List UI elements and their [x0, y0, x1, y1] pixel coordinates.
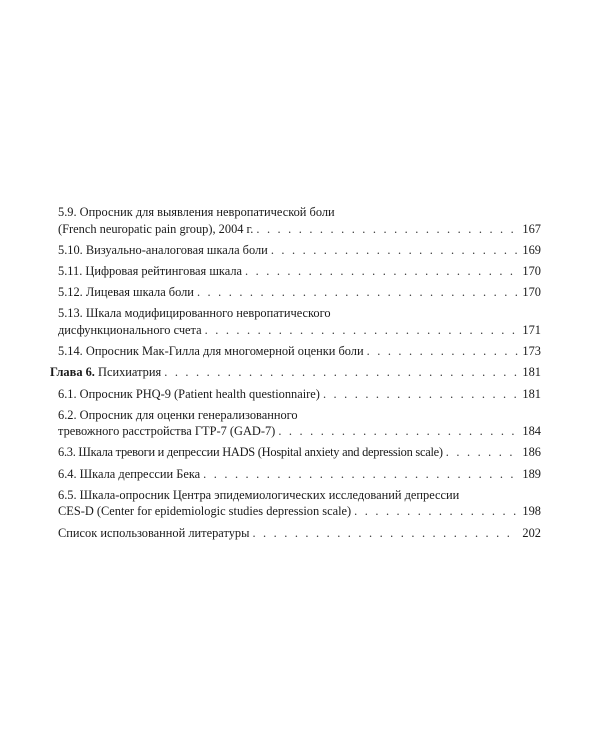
toc-entry-text: 6.5. Шкала-опросник Центра эпидемиологических исследований депрессии	[58, 487, 460, 502]
toc-entry-5-13[interactable]	[50, 305, 541, 338]
page-number: 186	[522, 445, 541, 460]
toc-entry-text: 6.1. Опросник PHQ-9 (Patient health questionnaire)	[58, 386, 320, 401]
dot-leader	[323, 386, 518, 403]
dot-leader	[278, 423, 518, 440]
page-number: 173	[522, 344, 541, 359]
toc-entry-text: тревожного расстройства ГТР-7 (GAD-7)	[58, 424, 276, 439]
page-number: 198	[522, 504, 541, 519]
toc-entry-text: 5.14. Опросник Мак-Гилла для многомерной оценки боли	[58, 344, 364, 359]
dot-leader	[252, 525, 518, 542]
toc-entry-text: 6.3. Шкала тревоги и депрессии HADS (Hospital anxiety and depression scale)	[58, 445, 443, 460]
toc-entry-text: 6.4. Шкала депрессии Бека	[58, 466, 201, 481]
dot-leader	[203, 466, 518, 483]
toc-entry-text: 5.9. Опросник для выявления невропатической боли	[58, 205, 335, 219]
toc-entry-5-10[interactable]	[50, 242, 541, 259]
toc-entry-text: 5.12. Лицевая шкала боли	[58, 285, 194, 300]
page-number: 167	[522, 221, 541, 236]
page-number: 181	[522, 386, 541, 401]
toc-entry-text: 5.11. Цифровая рейтинговая шкала	[58, 263, 243, 278]
dot-leader	[164, 364, 518, 381]
page-number: 189	[522, 466, 541, 481]
toc-entry-5-12[interactable]	[50, 284, 541, 301]
page-number: 170	[522, 263, 541, 278]
dot-leader	[256, 221, 518, 238]
page-number: 169	[522, 242, 541, 257]
dot-leader	[367, 343, 518, 360]
toc-entry-6-5[interactable]	[50, 487, 541, 520]
toc-entry-references[interactable]	[50, 525, 541, 542]
page-number: 181	[522, 365, 541, 380]
toc-entry-6-2[interactable]	[50, 407, 541, 440]
chapter-title: Психиатрия	[98, 365, 162, 380]
chapter-label: Глава 6.	[50, 365, 95, 380]
toc-entry-text: 5.10. Визуально-аналоговая шкала боли	[58, 242, 268, 257]
dot-leader	[271, 242, 518, 259]
toc-entry-5-9[interactable]	[50, 204, 541, 237]
page-number: 202	[522, 525, 541, 540]
dot-leader	[354, 503, 518, 520]
toc-entry-text: дисфункционального счета	[58, 322, 202, 337]
toc-entry-5-11[interactable]	[50, 263, 541, 280]
toc-entry-6-3[interactable]	[50, 444, 541, 461]
table-of-contents	[50, 204, 541, 546]
toc-entry-6-4[interactable]	[50, 466, 541, 483]
toc-entry-5-14[interactable]	[50, 343, 541, 360]
toc-entry-6-1[interactable]	[50, 386, 541, 403]
toc-entry-text: Список использованной литературы	[58, 525, 250, 540]
toc-entry-text: (French neuropatic pain group), 2004 г.	[58, 221, 254, 236]
page-number: 184	[522, 424, 541, 439]
dot-leader	[245, 263, 518, 280]
toc-entry-text: 6.2. Опросник для оценки генерализованного	[58, 407, 298, 422]
page-number: 171	[522, 322, 541, 337]
toc-entry-text: CES-D (Center for epidemiologic studies depression scale)	[58, 504, 352, 519]
dot-leader	[205, 322, 518, 339]
dot-leader	[446, 444, 518, 461]
toc-chapter-6[interactable]	[50, 364, 541, 381]
page-number: 170	[522, 285, 541, 300]
toc-entry-text: 5.13. Шкала модифицированного невропатического	[58, 306, 331, 321]
dot-leader	[197, 284, 518, 301]
